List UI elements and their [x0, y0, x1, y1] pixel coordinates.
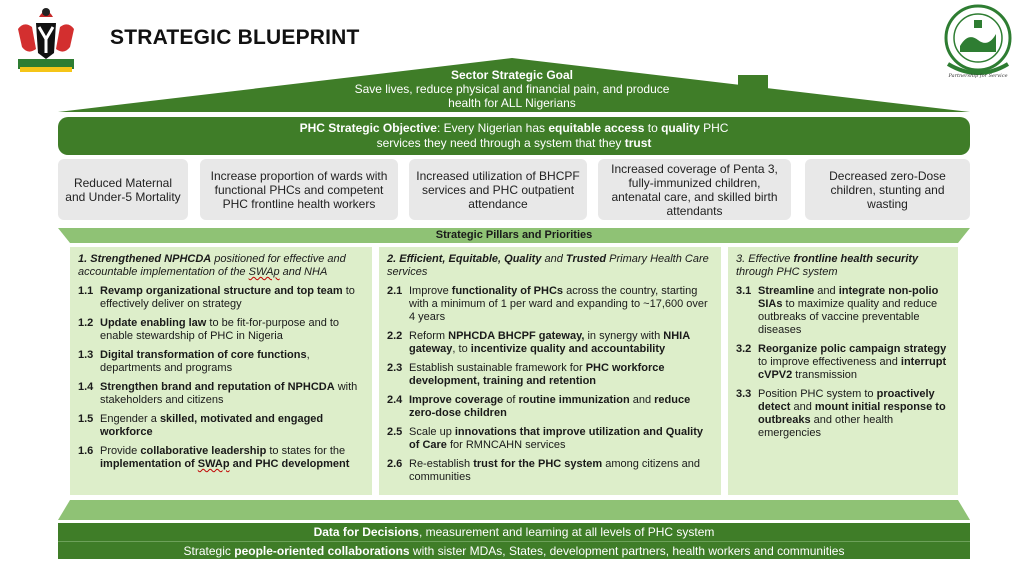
outcome-card: Increase proportion of wards with functional PHCs and competent PHC frontline health workers — [200, 159, 398, 220]
pillar-2-heading: 2. Efficient, Equitable, Quality and Trusted Primary Health Care services — [387, 253, 709, 278]
seal-motto: Partnership for Service — [948, 73, 1008, 79]
pillar-3 — [728, 247, 958, 495]
priority-item: 2.4 Improve coverage of routine immunization and reduce zero-dose children — [387, 394, 691, 419]
priority-item: 1.5 Engender a skilled, motivated and engaged workforce — [78, 413, 324, 438]
priority-item: 1.2 Update enabling law to be fit-for-purpose and to enable stewardship of PHC in Nigeria — [78, 317, 340, 342]
outcome-card: Increased utilization of BHCPF services and PHC outpatient attendance — [409, 159, 587, 220]
page-title: STRATEGIC BLUEPRINT — [110, 26, 360, 49]
sector-strategic-goal — [330, 68, 694, 110]
goal-line-2: health for ALL Nigerians — [448, 96, 576, 110]
pillars-title: Strategic Pillars and Priorities — [435, 229, 593, 241]
phc-strategic-objective: PHC Strategic Objective: Every Nigerian has equitable access to quality PHC services they need through a system that they trust — [58, 117, 970, 155]
goal-line-1: Save lives, reduce physical and financial pain, and produce — [354, 82, 670, 96]
priority-item: 2.3 Establish sustainable framework for PHC workforce development, training and retention — [387, 362, 665, 387]
pillar-1-heading: 1. Strengthened NPHCDA positioned for effective and accountable implementation of the SWAp and NHA — [78, 253, 346, 278]
pillar-2 — [379, 247, 721, 495]
pillar-3-heading: 3. Effective frontline health security through PHC system — [736, 253, 919, 278]
priority-item: 2.5 Scale up innovations that improve utilization and Quality of Care for RMNCAHN services — [387, 426, 704, 451]
foundation-base — [58, 500, 970, 520]
priority-item: 3.1 Streamline and integrate non-polio SIAs to maximize quality and reduce outbreaks of vaccine preventable diseases — [736, 285, 939, 336]
priority-item: 2.2 Reform NPHCDA BHCPF gateway, in synergy with NHIA gateway, to incentivize quality and accountability — [387, 330, 690, 355]
data-for-decisions-bar: Data for Decisions, measurement and learning at all levels of PHC system — [58, 523, 970, 541]
priority-item: 3.3 Position PHC system to proactively detect and mount initial response to outbreaks and other health emergencies — [736, 388, 946, 439]
collaborations-bar: Strategic people-oriented collaborations with sister MDAs, States, development partners, health workers and communities — [58, 541, 970, 559]
priority-item: 1.1 Revamp organizational structure and top team to effectively deliver on strategy — [78, 285, 355, 310]
priority-item: 2.1 Improve functionality of PHCs across the country, starting with a minimum of 1 per ward and expanding to ~17,600 over 4 years — [387, 285, 708, 323]
priority-item: 1.6 Provide collaborative leadership to states for the implementation of SWAp and PHC development — [78, 445, 350, 470]
priority-item: 3.2 Reorganize polic campaign strategy to improve effectiveness and interrupt cVPV2 transmission — [736, 343, 947, 381]
pillar-1 — [70, 247, 372, 495]
outcome-card: Increased coverage of Penta 3, fully-immunized children, antenatal care, and skilled birth attendants — [598, 159, 791, 220]
priority-item: 2.6 Re-establish trust for the PHC system among citizens and communities — [387, 458, 701, 483]
priority-item: 1.4 Strengthen brand and reputation of NPHCDA with stakeholders and citizens — [78, 381, 358, 406]
outcome-card: Reduced Maternal and Under-5 Mortality — [58, 159, 188, 220]
priority-item: 1.3 Digital transformation of core functions, departments and programs — [78, 349, 310, 374]
outcome-card: Decreased zero-Dose children, stunting and wasting — [805, 159, 970, 220]
goal-title: Sector Strategic Goal — [450, 68, 574, 82]
